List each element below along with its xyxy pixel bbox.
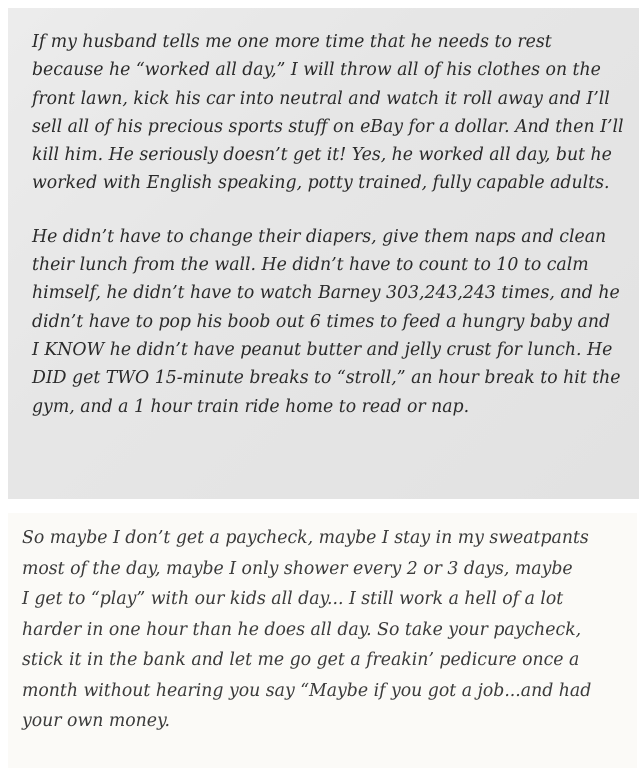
text-line: harder in one hour than he does all day. So take your paycheck, [22, 619, 582, 640]
text-line: most of the day, maybe I only shower every 2 or 3 days, maybe [22, 558, 573, 579]
text-line: I get to “play” with our kids all day... I still work a hell of a lot [22, 589, 564, 609]
text-line: month without hearing you say “Maybe if you got a job...and had [22, 680, 592, 701]
text-line: didn’t have to pop his boob out 6 times to feed a hungry baby and [32, 311, 611, 332]
text-line: their lunch from the wall. He didn’t have to count to 10 to calm [32, 255, 589, 276]
text-line: front lawn, kick his car into neutral and watch it roll away and I’ll [32, 88, 610, 109]
top-paragraph-2 [32, 223, 629, 421]
text-line: He didn’t have to change their diapers, give them naps and clean [32, 226, 607, 247]
text-line: stick it in the bank and let me go get a freakin’ pedicure once a [22, 650, 580, 670]
text-line: worked with English speaking, potty trained, fully capable adults. [32, 173, 610, 194]
text-line: DID get TWO 15-minute breaks to “stroll,” an hour break to hit the [32, 368, 621, 389]
top-paragraph-1 [32, 28, 629, 198]
text-line: If my husband tells me one more time that he needs to rest [32, 32, 552, 52]
text-line: your own money. [22, 711, 170, 731]
text-line: because he “worked all day,” I will throw all of his clothes on the [32, 60, 601, 81]
text-line: So maybe I don’t get a paycheck, maybe I stay in my sweatpants [22, 528, 589, 548]
bottom-page-excerpt [8, 513, 637, 768]
text-line: sell all of his precious sports stuff on eBay for a dollar. And then I’ll [32, 116, 624, 137]
text-line: I KNOW he didn’t have peanut butter and jelly crust for lunch. He [32, 339, 613, 360]
text-line: himself, he didn’t have to watch Barney 303,243,243 times, and he [32, 283, 620, 304]
text-line: gym, and a 1 hour train ride home to read or nap. [32, 396, 470, 417]
text-line: kill him. He seriously doesn’t get it! Yes, he worked all day, but he [32, 145, 612, 166]
top-page-excerpt [8, 8, 639, 499]
bottom-paragraph-1 [22, 523, 627, 737]
